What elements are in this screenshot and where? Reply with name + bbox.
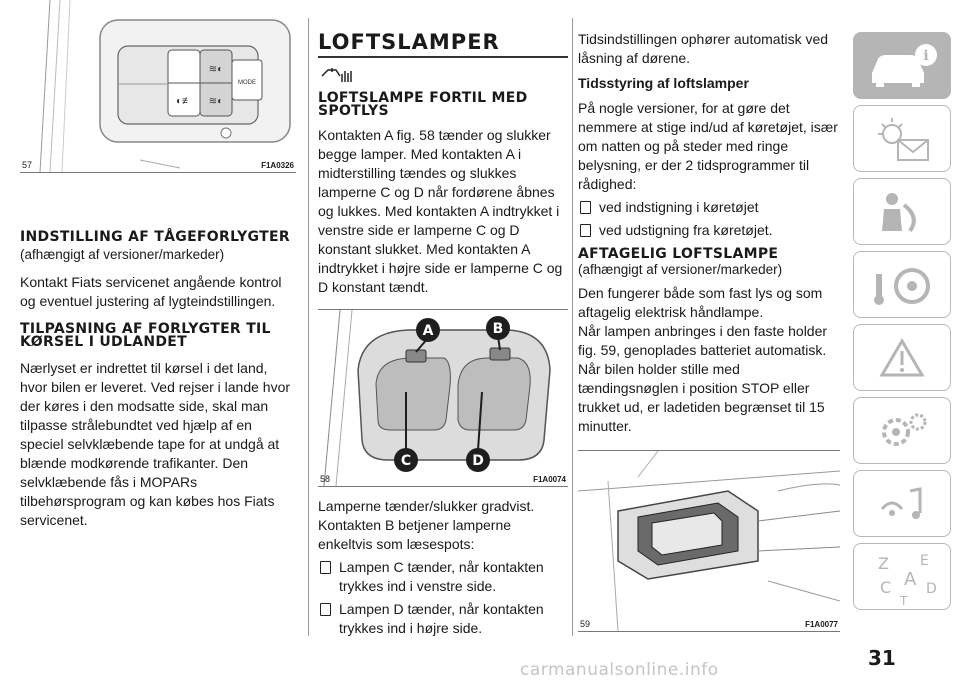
bullet-entry <box>578 198 840 217</box>
bullet-lamp-c <box>318 558 568 596</box>
watermark: carmanualsonline.info <box>520 660 719 680</box>
bullet-exit <box>578 221 840 240</box>
removable-subtitle: (afhængigt af versioner/markeder) <box>578 262 783 277</box>
svg-text:≋◐: ≋◐ <box>208 96 224 107</box>
gears-icon <box>862 406 942 456</box>
figure-58 <box>318 309 568 487</box>
tab-multimedia[interactable] <box>853 470 951 537</box>
tab-starting-driving[interactable] <box>853 251 951 318</box>
svg-text:≋◐: ≋◐ <box>208 64 224 75</box>
figure-number: 59 <box>580 619 591 629</box>
fog-lights-paragraph: Kontakt Fiats servicenet angående kontrol og eventuel justering af lygteindstillingen. <box>20 274 282 309</box>
bullet-lamp-d <box>318 600 568 638</box>
label-d: D <box>472 453 484 469</box>
removable-lamp-illustration <box>578 451 840 631</box>
key-steering-wheel-icon <box>862 260 942 310</box>
tab-car-info[interactable] <box>853 32 951 99</box>
lights-message-icon <box>862 114 942 164</box>
svg-text:◐≢: ◐≢ <box>175 96 193 107</box>
heading-removable-lamp: AFTAGELIG LOFTSLAMPE <box>578 246 779 262</box>
tab-lights-messages[interactable] <box>853 105 951 172</box>
label-c: C <box>400 453 412 469</box>
checkbox-bullet-icon <box>580 201 591 214</box>
figure-number: 57 <box>22 160 33 170</box>
stop-paragraph: Når bilen holder stille med tændingsnøglen i position STOP eller trukket ud, er ladetiden begrænset til 15 minutter. <box>578 361 825 434</box>
abroad-paragraph: Nærlyset er indrettet til kørsel i det land, hvor bilen er leveret. Ved rejser i lande hvor der køres i den modsatte side, skal man tilpasse strålebundtet ved hjælp af en speciel selvklæbende tape for at undgå at blænde modkørende trafikanter. Den selvklæbende fås i MOPARs tilbehørsprogram og kan købes hos Fiats servicenet. <box>20 360 291 528</box>
svg-text:A: A <box>904 568 917 590</box>
tab-emergency[interactable] <box>853 324 951 391</box>
fog-switch-illustration <box>20 0 296 172</box>
label-b: B <box>492 321 504 337</box>
heading-abroad: TILPASNING AF FORLYGTER TIL KØRSEL I UDLANDET <box>20 321 271 350</box>
bullet-text: Lampen D tænder, når kontakten trykkes ind i højre side. <box>339 601 544 636</box>
front-lamp-paragraph: Kontakten A fig. 58 tænder og slukker begge lamper. Med kontakten A i midterstilling tændes og slukkes lamperne C og D når fordørene åbnes og lukkes. Med kontakten A indtrykket i venstre side er lamperne C og D konstant slukket. Med kontakten A indtrykket i højre side er lamperne C og D konstant tændt. <box>318 127 563 295</box>
column-divider <box>572 18 573 636</box>
page-number: 31 <box>868 646 896 670</box>
multimedia-icon <box>862 479 942 529</box>
alphabet-index-icon <box>862 547 942 607</box>
fog-lights-subtitle: (afhængigt af versioner/markeder) <box>20 247 225 262</box>
checkbox-bullet-icon <box>580 224 591 237</box>
figure-code: F1A0326 <box>261 161 294 170</box>
tab-maintenance[interactable] <box>853 397 951 464</box>
column-middle <box>318 0 568 638</box>
bullet-text: ved udstigning fra køretøjet. <box>599 222 773 238</box>
heading-timing: Tidsstyring af loftslamper <box>578 75 749 91</box>
chapter-sidebar <box>853 32 949 616</box>
timing-paragraph: På nogle versioner, for at gøre det nemmere at stige ind/ud af køretøjet, især om natten og på steder med ringe belysning, er der 2 tidsprogrammer til rådighed: <box>578 100 838 192</box>
svg-text:Z: Z <box>878 553 889 573</box>
heading-fog-lights: INDSTILLING AF TÅGEFORLYGTER <box>20 229 290 245</box>
column-right <box>578 30 840 632</box>
figure-code: F1A0074 <box>533 475 566 484</box>
figure-59 <box>578 450 840 632</box>
label-a: A <box>422 323 434 339</box>
figure-57 <box>20 0 296 173</box>
bullet-text: ved indstigning i køretøjet <box>599 199 759 215</box>
svg-text:E: E <box>920 552 929 569</box>
tab-safety[interactable] <box>853 178 951 245</box>
gradual-paragraph: Lamperne tænder/slukker gradvist. Kontakten B betjener lamperne enkeltvis som læsespots: <box>318 498 535 552</box>
interior-light-icon <box>318 66 568 86</box>
svg-text:i: i <box>923 47 929 64</box>
checkbox-bullet-icon <box>320 603 331 616</box>
seatbelt-airbag-icon <box>862 187 942 237</box>
svg-text:C: C <box>880 577 892 597</box>
mode-button-label: MODE <box>238 80 256 86</box>
car-info-icon <box>862 41 942 91</box>
svg-text:T: T <box>900 593 908 607</box>
holder-paragraph: Når lampen anbringes i den faste holder fig. 59, genoplades batteriet automatisk. <box>578 323 828 358</box>
roof-lamp-illustration <box>318 310 568 486</box>
bullet-text: Lampen C tænder, når kontakten trykkes ind i venstre side. <box>339 559 544 594</box>
column-divider <box>308 18 309 636</box>
figure-number: 58 <box>320 474 331 484</box>
warning-triangle-icon <box>862 333 942 383</box>
removable-paragraph: Den fungerer både som fast lys og som aftagelig elektrisk håndlampe. <box>578 285 823 320</box>
column-left <box>20 0 296 530</box>
svg-text:D: D <box>926 580 937 597</box>
heading-front-lamp: LOFTSLAMPE FORTIL MED SPOTLYS <box>318 90 528 119</box>
checkbox-bullet-icon <box>320 561 331 574</box>
auto-paragraph: Tidsindstillingen ophører automatisk ved låsning af dørene. <box>578 31 829 66</box>
tab-index[interactable] <box>853 543 951 610</box>
figure-code: F1A0077 <box>805 620 838 629</box>
section-title: LOFTSLAMPER <box>318 0 568 58</box>
